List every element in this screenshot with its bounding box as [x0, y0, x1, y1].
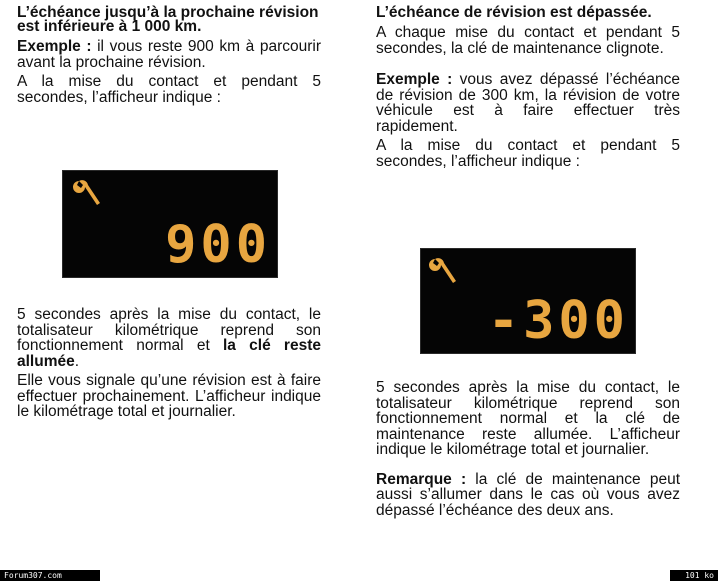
right-blink: A chaque mise du contact et pendant 5 secondes, la clé de maintenance clignote. [376, 24, 680, 57]
left-signal: Elle vous signale qu’une révision est à faire effectuer prochainement. L’afficheur indique le kilométrage total et journalier. [17, 372, 321, 420]
left-after [17, 307, 321, 369]
left-after-bold: la clé reste allumée [17, 337, 321, 370]
left-lower [17, 307, 321, 424]
left-column [17, 6, 321, 109]
left-example-label: Exemple : [17, 38, 92, 55]
wrench-icon [73, 177, 101, 211]
left-display-value: 900 [165, 215, 271, 275]
right-heading: L’échéance de révision est dépassée. [376, 4, 652, 21]
left-intro: A la mise du contact et pendant 5 secondes, l’afficheur indique : [17, 73, 321, 106]
right-example-label: Exemple : [376, 71, 453, 88]
right-remark [376, 472, 680, 519]
right-column [376, 6, 680, 173]
right-after: 5 secondes après la mise du contact, le totalisateur kilométrique reprend son fonctionnement normal et la clé de maintenance reste allumée. L’afficheur indique le kilométrage total et journalier. [376, 379, 680, 458]
right-remark-label: Remarque : [376, 470, 467, 488]
right-example-text: vous avez dépassé l’échéance de révision de 300 km, la révision de votre véhicule est à faire effectuer très rapidement. [376, 71, 680, 135]
right-intro: A la mise du contact et pendant 5 secondes, l’afficheur indique : [376, 137, 680, 170]
right-display-panel [420, 248, 636, 354]
footer-right: 101 ko [670, 570, 718, 581]
left-after-text-2: . [74, 352, 80, 370]
left-after-text-1: 5 secondes après la mise du contact, le totalisateur kilométrique reprend son fonctionnement normal et [17, 306, 321, 354]
left-display-panel [62, 170, 278, 278]
right-lower [376, 380, 680, 522]
left-example [17, 39, 321, 70]
right-example [376, 72, 680, 134]
footer-left: Forum307.com [0, 570, 100, 581]
right-display-value: -300 [487, 291, 629, 351]
right-remark-text: la clé de maintenance peut aussi s’allumer dans le cas où vous avez dépassé l’échéance des deux ans. [376, 470, 680, 519]
wrench-icon [429, 255, 457, 289]
left-example-text: il vous reste 900 km à parcourir avant la prochaine révision. [17, 38, 321, 71]
left-heading: L’échéance jusqu’à la prochaine révision est inférieure à 1 000 km. [17, 4, 319, 35]
